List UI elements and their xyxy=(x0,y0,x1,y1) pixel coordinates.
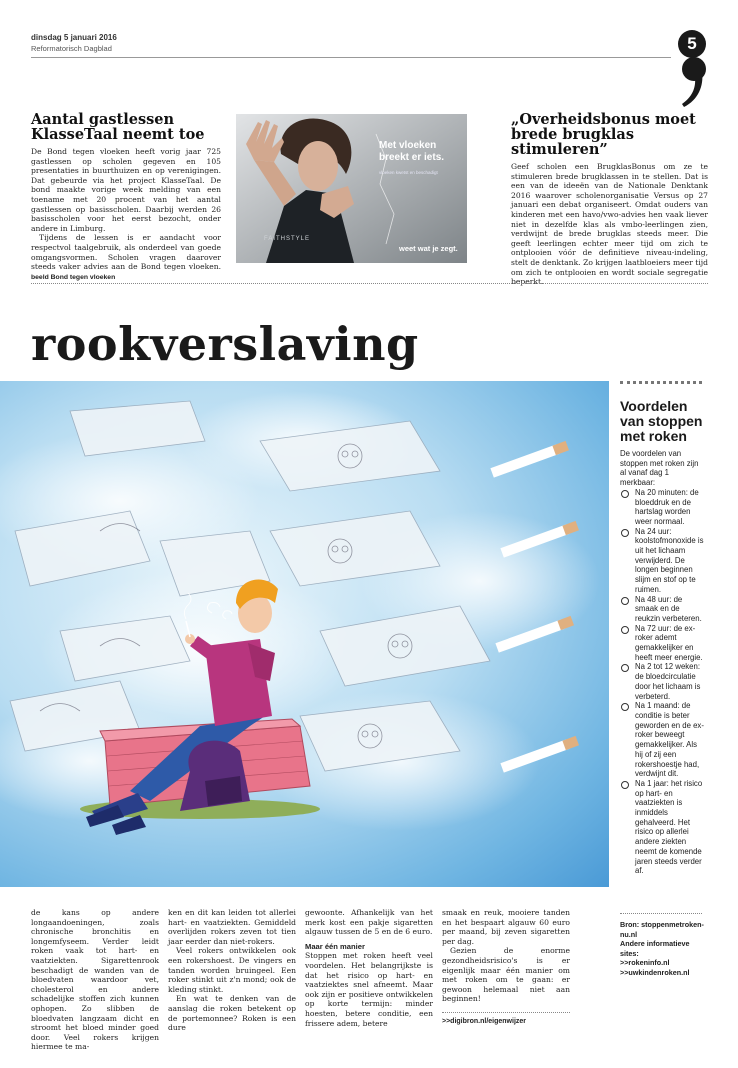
main-paragraph: Veel rokers ontwikkelen ook een rokershoest. De vingers en tanden worden bruingeel. Een roker stinkt uit z'n mond; ook de kleding stinkt. xyxy=(168,946,296,994)
main-paragraph: En wat te denken van de aanslag die roken betekent op de portemonnee? Roken is een dure xyxy=(168,994,296,1033)
left-article-headline: Aantal gastlessen KlasseTaal neemt toe xyxy=(31,111,205,143)
smoking-illustration xyxy=(0,381,609,887)
photo-caption-line: breekt er iets. xyxy=(379,152,445,163)
main-column-1: de kans op andere longaandoeningen, zoals chronische bronchitis en longemfyseem. Verder leidt roken vaak tot hart- en vaatziekten. Sigarettenrook beschadigt de wanden van de bloedvaten waardoor vet, cholesterol en andere schadelijke stoffen zich kunnen ophopen. Zo slibben de bloedvaten langzaam dicht en stroomt het bloed minder goed door. Veel rokers krijgen hiermee te ma- xyxy=(31,908,159,1052)
left-article-paragraph xyxy=(31,233,221,282)
left-article-paragraph: De Bond tegen vloeken heeft vorig jaar 725 gastlessen op scholen gegeven en 105 presentaties in buurthuizen en op verenigingen. Dat gebeurde via het project KlasseTaal. De bond maakte vorige week melding van een toename met 20 procent van het aantal gastlessen op basisscholen. Daarbij werden 26 basisscholen voor het eerst bezocht, onder andere in Limburg. xyxy=(31,147,221,233)
header-paper-name: Reformatorisch Dagblad xyxy=(31,44,112,53)
sidebar-list-item: Na 1 maand: de conditie is beter geworden en de ex-roker beweegt gemakkelijker. Als hij of zij een rokershoestje had, verdwijnt dit. xyxy=(620,701,706,779)
right-article xyxy=(511,112,708,287)
campaign-photo-figure xyxy=(236,114,467,263)
photo-caption-line: Met vloeken xyxy=(379,140,437,151)
photo-tagline: weet wat je zegt. xyxy=(399,244,458,253)
main-column-3 xyxy=(305,908,433,1028)
source-text: Bron: stoppenmetroken-nu.nl xyxy=(620,920,704,939)
main-paragraph: Gezien de enorme gezondheidsrisico's is er eigenlijk maar één manier om met roken om te gaan: er gewoon helemaal niet aan beginnen! xyxy=(442,946,570,1004)
main-paragraph: smaak en reuk, mooiere tanden en het bespaart algauw 60 euro per maand, bij zeven sigaretten per dag. xyxy=(442,908,570,946)
left-article-paragraph-text: Tijdens de lessen is er aandacht voor respectvol taalgebruik, als onderdeel van goede omgangsvormen. Scholen vragen daarover steeds vaker advies aan de Bond tegen vloeken. xyxy=(31,233,221,272)
left-article-body xyxy=(31,147,221,282)
link-uwkindenroken[interactable]: >>uwkindenroken.nl xyxy=(620,967,690,977)
page-number-badge: 5 xyxy=(678,30,706,58)
sidebar-sources xyxy=(620,920,706,978)
sidebar-list-item: Na 2 tot 12 weken: de bloedcirculatie door het lichaam is verbeterd. xyxy=(620,662,706,701)
sidebar-top-rule xyxy=(620,381,702,384)
page-title: rookverslaving xyxy=(31,317,419,371)
photo-small-text: vloeken kwetst en beschadigt xyxy=(379,170,438,175)
photo-credit: beeld Bond tegen vloeken xyxy=(31,273,116,281)
digibron-link[interactable]: >>digibron.nl/eigenwijzer xyxy=(442,1017,527,1025)
photo-caption xyxy=(379,140,444,164)
sidebar-source-rule xyxy=(620,913,702,914)
sidebar-list-item: Na 24 uur: koolstofmonoxide is uit het lichaam verwijderd. De longen beginnen slijm en stof op te ruimen. xyxy=(620,527,706,595)
header-divider xyxy=(31,57,671,58)
campaign-photo xyxy=(236,114,467,263)
sidebar-list-item: Na 48 uur: de smaak en de reukzin verbeteren. xyxy=(620,595,706,624)
section-divider xyxy=(31,283,708,284)
main-column-4 xyxy=(442,908,570,1027)
header-date: dinsdag 5 januari 2016 xyxy=(31,33,117,42)
sidebar-list xyxy=(620,488,706,876)
main-column-2 xyxy=(168,908,296,1033)
other-sites-label: Andere informatieve sites: xyxy=(620,939,690,958)
illustration-scene xyxy=(0,381,609,887)
main-paragraph: ken en dit kan leiden tot allerlei hart- en vaatziekten. Gemiddeld overlijden rokers zeven tot tien jaar eerder dan niet-rokers. xyxy=(168,908,296,946)
sidebar-list-item: Na 72 uur: de ex-roker ademt gemakkelijker en heeft meer energie. xyxy=(620,624,706,663)
main-paragraph: gewoonte. Afhankelijk van het merk kost een pakje sigaretten algauw tussen de 5 en de 6 euro. xyxy=(305,908,433,937)
left-article xyxy=(31,112,221,282)
svg-text:FAITHSTYLE: FAITHSTYLE xyxy=(264,236,311,242)
sidebar xyxy=(620,399,706,876)
main-paragraph: Stoppen met roken heeft veel voordelen. Het belangrijkste is dat het risico op hart- en vaatziektes snel afneemt. Maar ook zijn er positieve ontwikkelen op korte termijn: minder hoesten, betere conditie, een frissere adem, betere xyxy=(305,951,433,1028)
right-article-headline: „Overheidsbonus moet brede brugklas stimuleren” xyxy=(511,111,696,158)
sidebar-intro: De voordelen van stoppen met roken zijn al vanaf dag 1 merkbaar: xyxy=(620,449,699,488)
sidebar-list-item: Na 1 jaar: het risico op hart- en vaatziekten is inmiddels gehalveerd. Het risico op allerlei andere ziekten neemt de komende jaren steeds verder af. xyxy=(620,779,706,876)
sidebar-list-item: Na 20 minuten: de bloeddruk en de hartslag worden weer normaal. xyxy=(620,488,706,527)
main-subhead: Maar één manier xyxy=(305,941,365,951)
right-article-body: Geef scholen een BrugklasBonus om ze te stimuleren brede brugklassen in te stellen. Dat is een van de ideeën van de Nationale Denktank 2016 waarover scholenorganisatie Versus op 27 januari een debat organiseert. Omdat ouders van kinderen met een havo/vwo-advies hen vaak liever niet in dezelfde klas als vmbo-leerlingen zien, verdwijnt de brede brugklas steeds meer. Die geeft leerlingen echter meer tijd om zich te ontplooien vóór de definitieve niveau-indeling, stelt de denktank. Zo krijgen laatbloeiers meer tijd om zich te ontplooien en wordt sociale segregatie beperkt. xyxy=(511,162,708,287)
comma-icon xyxy=(680,56,708,108)
sidebar-title: Voordelen van stoppen met roken xyxy=(620,398,703,444)
link-rokeninfo[interactable]: >>rokeninfo.nl xyxy=(620,958,670,968)
column-rule xyxy=(442,1012,570,1013)
